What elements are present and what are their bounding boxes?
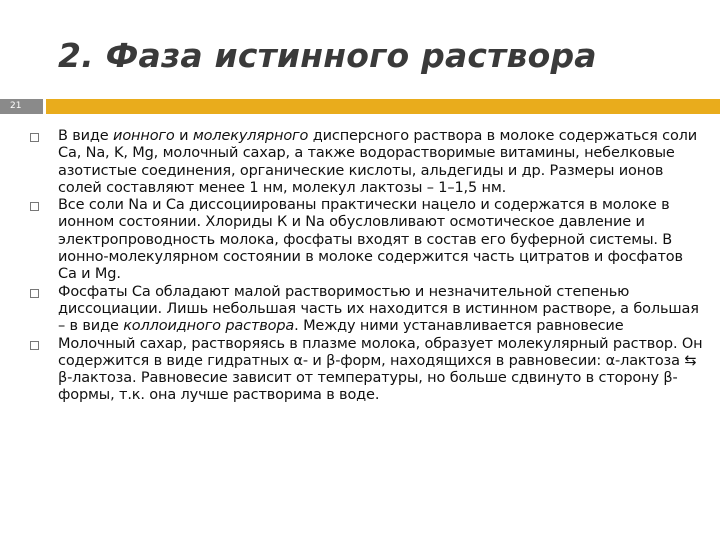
text-run: Все соли Na и Ca диссоциированы практически нацело и содержатся в молоке в ионном состоянии. Хлориды К и Na обусловливают осмотическое давление и электропроводность молока, фосфаты входят в состав его буферной системы. В ионно-молекулярном состоянии в молоке содержится часть цитратов и фосфатов Ca и Mg. <box>58 197 683 283</box>
list-item <box>23 197 703 283</box>
bullet-text <box>58 197 703 283</box>
slide-number-bar <box>0 99 43 114</box>
bullet-text <box>58 336 703 405</box>
text-run: дисперсного раствора в молоке содержаться соли Ca, Na, K, Mg, молочный сахар, а также водорастворимые витамины, небелковые азотистые соединения, органические кислоты, альдегиды и др. Размеры ионов солей составляют менее 1 нм, молекул лактозы – 1–1,5 нм. <box>58 128 698 196</box>
text-run: . Между ними устанавливается равновесие <box>294 318 624 335</box>
slide-title: 2. Фаза истинного раствора <box>58 36 597 75</box>
text-run: Молочный сахар, растворяясь в плазме молока, образует молекулярный раствор. Он содержится в виде гидратных α- и β-форм, находящихся в равновесии: α-лактоза ⇆ β-лактоза. Равновесие зависит от температуры, но больше сдвинуто в сторону β-формы, т.к. она лучше растворима в воде. <box>58 335 703 404</box>
list-item <box>23 336 703 405</box>
square-bullet-icon <box>30 202 39 211</box>
italic-term: коллоидного раствора <box>123 318 295 335</box>
slide-number: 21 <box>10 101 22 111</box>
text-run: Фосфаты Ca обладают малой растворимостью и незначительной степенью диссоциации. Лишь небольшая часть их находится в истинном растворе, а большая – в виде <box>58 283 699 335</box>
square-bullet-icon <box>30 289 39 298</box>
list-item <box>23 128 703 197</box>
bullet-text <box>58 284 703 336</box>
square-bullet-icon <box>30 341 39 350</box>
accent-bar <box>46 99 720 114</box>
bullet-text <box>58 128 703 197</box>
bullet-list <box>23 128 703 405</box>
text-run: В виде <box>58 128 114 144</box>
italic-term: молекулярного <box>192 128 309 144</box>
square-bullet-icon <box>30 133 39 142</box>
text-run: и <box>174 128 193 144</box>
italic-term: ионного <box>113 128 175 144</box>
list-item <box>23 284 703 336</box>
